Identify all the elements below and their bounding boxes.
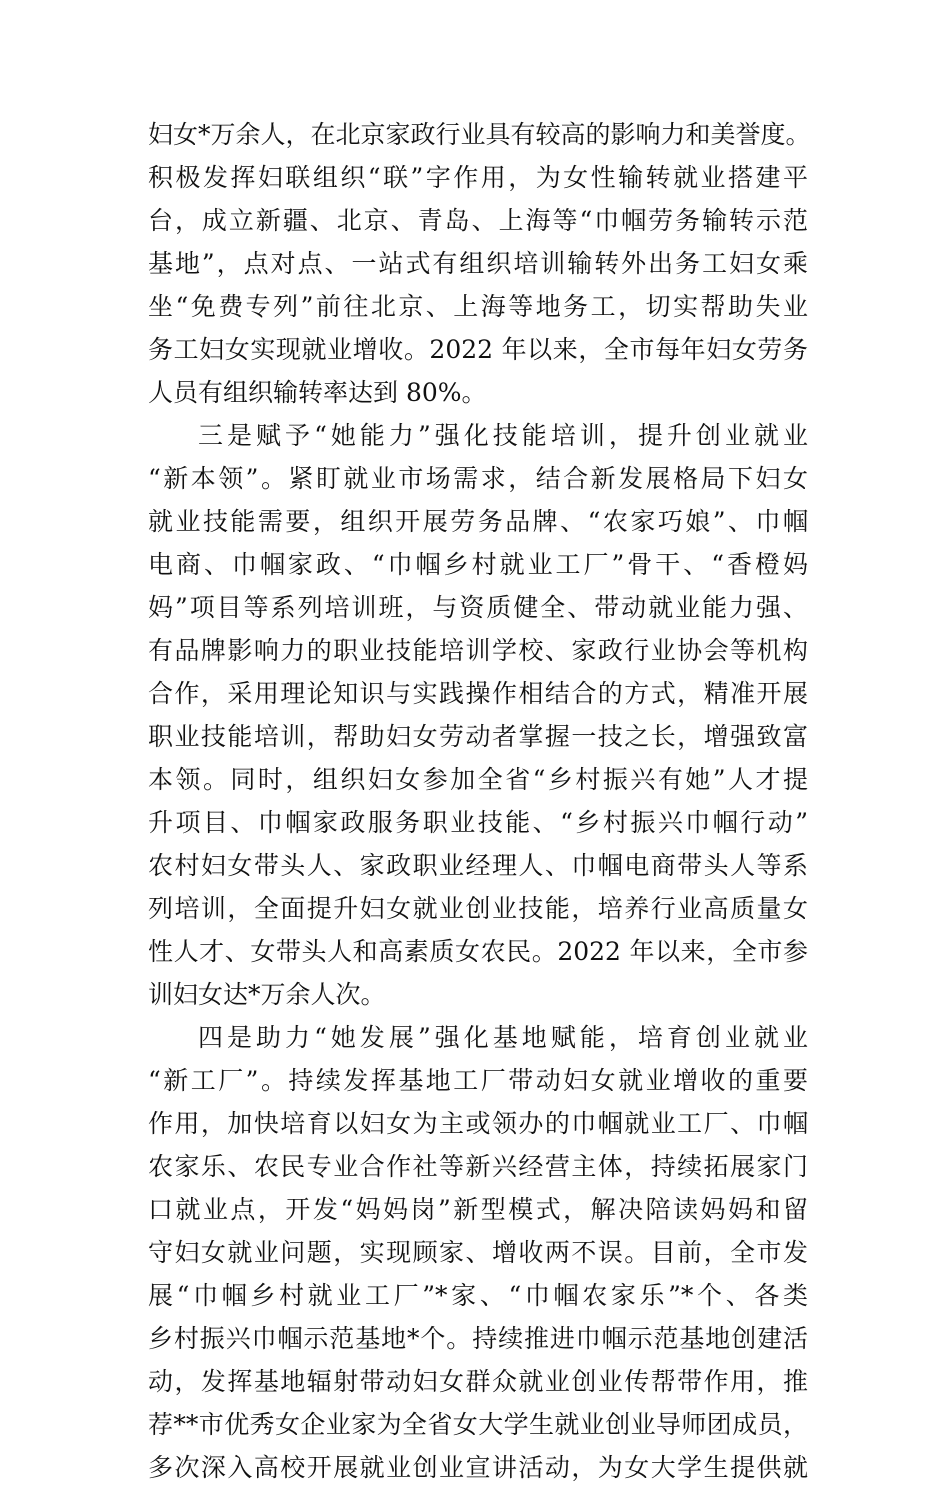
text-line: 乡村振兴巾帼示范基地*个。持续推进巾帼示范基地创建活 [148,1324,808,1353]
text-line: 作用，加快培育以妇女为主或领办的巾帼就业工厂、巾帼 [148,1109,808,1138]
text-line: 就业技能需要，组织开展劳务品牌、“农家巧娘”、巾帼 [148,507,808,536]
text-line: 有品牌影响力的职业技能培训学校、家政行业协会等机构 [148,636,808,665]
text-line: 本领。同时，组织妇女参加全省“乡村振兴有她”人才提 [148,765,808,794]
text-line: 电商、巾帼家政、“巾帼乡村就业工厂”骨干、“香橙妈 [148,550,808,579]
text-line: 动，发挥基地辐射带动妇女群众就业创业传帮带作用，推 [148,1367,808,1396]
text-line: 妇女*万余人，在北京家政行业具有较高的影响力和美誉度。 [148,120,811,149]
text-line: 人员有组织输转率达到 80%。 [148,378,487,407]
paragraph-start-line: 四是助力“她发展”强化基地赋能，培育创业就业 [198,1023,808,1052]
text-line: 性人才、女带头人和高素质女农民。2022 年以来，全市参 [148,937,808,966]
text-line: 升项目、巾帼家政服务职业技能、“乡村振兴巾帼行动” [148,808,808,837]
text-line: 妈”项目等系列培训班，与资质健全、带动就业能力强、 [148,593,808,622]
text-line: 训妇女达*万余人次。 [148,980,386,1009]
text-line: 荐**市优秀女企业家为全省女大学生就业创业导师团成员， [148,1410,808,1439]
text-line: 多次深入高校开展就业创业宣讲活动，为女大学生提供就 [148,1453,808,1482]
text-line: 职业技能培训，帮助妇女劳动者掌握一技之长，增强致富 [148,722,808,751]
text-line: “新本领”。紧盯就业市场需求，结合新发展格局下妇女 [148,464,808,493]
text-line: 基地”，点对点、一站式有组织培训输转外出务工妇女乘 [148,249,808,278]
text-line: 农家乐、农民专业合作社等新兴经营主体，持续拓展家门 [148,1152,808,1181]
document-body [148,113,811,1489]
text-line: 守妇女就业问题，实现顾家、增收两不误。目前，全市发 [148,1238,808,1267]
text-line: 展“巾帼乡村就业工厂”*家、“巾帼农家乐”*个、各类 [148,1281,808,1310]
text-line: 坐“免费专列”前往北京、上海等地务工，切实帮助失业 [148,292,808,321]
text-line: 农村妇女带头人、家政职业经理人、巾帼电商带头人等系 [148,851,808,880]
text-line: “新工厂”。持续发挥基地工厂带动妇女就业增收的重要 [148,1066,808,1095]
text-line: 务工妇女实现就业增收。2022 年以来，全市每年妇女劳务 [148,335,808,364]
text-line: 列培训，全面提升妇女就业创业技能，培养行业高质量女 [148,894,808,923]
text-line: 合作，采用理论知识与实践操作相结合的方式，精准开展 [148,679,808,708]
text-line: 口就业点，开发“妈妈岗”新型模式，解决陪读妈妈和留 [148,1195,808,1224]
paragraph-start-line: 三是赋予“她能力”强化技能培训，提升创业就业 [198,421,808,450]
text-line: 台，成立新疆、北京、青岛、上海等“巾帼劳务输转示范 [148,206,808,235]
text-line: 积极发挥妇联组织“联”字作用，为女性输转就业搭建平 [148,163,808,192]
